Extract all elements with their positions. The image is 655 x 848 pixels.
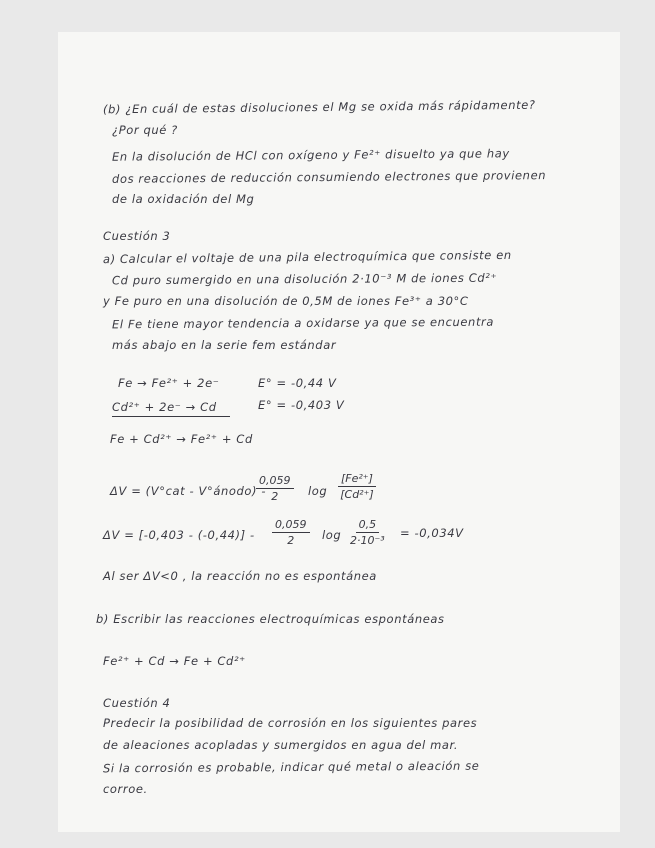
nernst-result: = -0,034V [400,526,464,540]
reaction-sum-line [112,416,230,417]
question-4-line-3: Si la corrosión es probable, indicar qué metal o aleación se [102,758,480,776]
question-3a-line-1: a) Calcular el voltaje de una pila electroquímica que consiste en [102,247,512,267]
answer-b-line-1: En la disolución de HCl con oxígeno y Fe²⁺ disuelto ya que hay [111,146,510,164]
nernst-substituted-coefficient [272,518,310,547]
substituted-ratio-denominator: 2·10⁻³ [350,534,385,547]
question-3a-line-2: Cd puro sumergido en una disolución 2·10⁻³ M de iones Cd²⁺ [111,270,498,288]
nernst-concentration-ratio [338,472,376,501]
answer-b-line-2: dos reacciones de reducción consumiendo electrones que provienen [111,168,547,186]
nernst-coefficient-numerator: 0,059 [256,474,294,489]
nernst-coefficient [256,474,294,503]
nernst-log: log [308,484,328,498]
substituted-coefficient-numerator: 0,059 [272,518,310,533]
nernst-coefficient-denominator: 2 [271,490,279,503]
spontaneous-reaction: Fe²⁺ + Cd → Fe + Cd²⁺ [103,654,246,668]
standard-potential-fe: E° = -0,44 V [258,376,337,390]
substituted-ratio-numerator: 0,5 [356,518,380,533]
standard-potential-cd: E° = -0,403 V [258,398,345,412]
overall-reaction: Fe + Cd²⁺ → Fe²⁺ + Cd [110,432,253,446]
question-b-line-1: (b) ¿En cuál de estas disoluciones el Mg se oxida más rápidamente? [102,97,536,117]
half-reaction-reduction: Cd²⁺ + 2e⁻ → Cd [112,400,217,414]
spontaneity-conclusion: Al ser ΔV<0 , la reacción no es espontánea [103,569,377,583]
question-4-heading: Cuestión 4 [103,696,171,710]
ratio-numerator: [Fe²⁺] [338,472,376,487]
answer-b-line-3: de la oxidación del Mg [112,192,255,206]
substituted-coefficient-denominator: 2 [287,534,295,547]
nernst-substituted-log: log [322,528,342,542]
question-4-line-1: Predecir la posibilidad de corrosión en los siguientes pares [103,716,478,730]
question-3a-line-5: más abajo en la serie fem estándar [112,338,337,352]
question-3b-line: b) Escribir las reacciones electroquímicas espontáneas [96,612,445,626]
question-3a-line-3: y Fe puro en una disolución de 0,5M de iones Fe³⁺ a 30°C [103,294,469,308]
question-3-heading: Cuestión 3 [103,229,171,243]
question-4-line-2: de aleaciones acopladas y sumergidos en agua del mar. [103,738,459,752]
question-3a-line-4: El Fe tiene mayor tendencia a oxidarse ya que se encuentra [111,314,495,332]
nernst-substituted-ratio [350,518,385,547]
question-4-line-4: corroe. [103,782,148,796]
nernst-equation-left: ΔV = (V°cat - V°ánodo) - [110,484,267,498]
ratio-denominator: [Cd²⁺] [340,488,374,501]
question-b-line-2: ¿Por qué ? [112,123,178,137]
half-reaction-oxidation: Fe → Fe²⁺ + 2e⁻ [118,376,220,390]
nernst-substituted-left: ΔV = [-0,403 - (-0,44)] - [103,528,255,542]
